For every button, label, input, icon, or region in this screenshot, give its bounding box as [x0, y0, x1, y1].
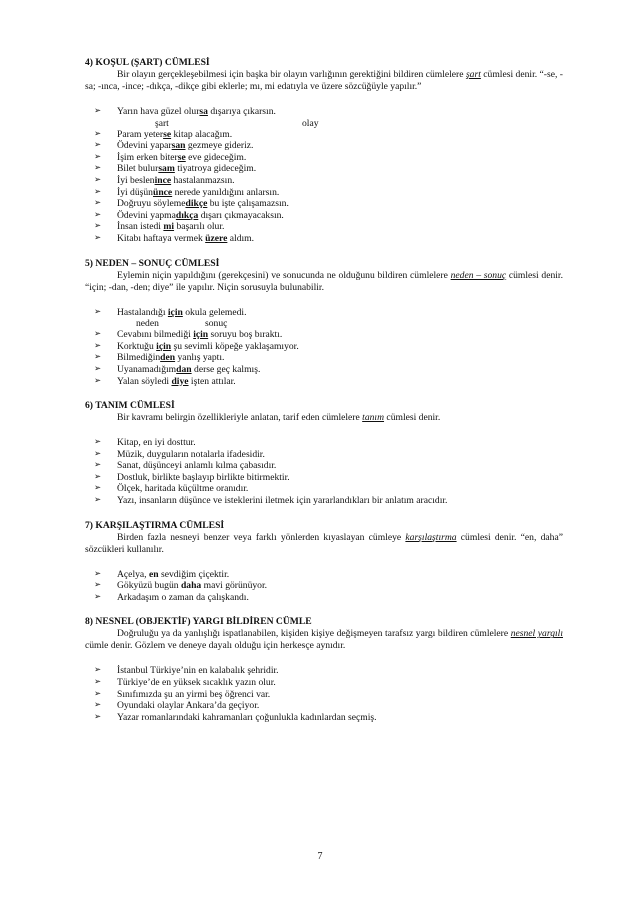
section-neden-sonuc: [85, 258, 563, 388]
section-title: 8) NESNEL (OBJEKTİF) YARGI BİLDİREN CÜMLE: [85, 616, 312, 628]
list-item: ➢ Ödevini yaparsan gezmeye gideriz.: [94, 140, 254, 152]
annotation-label: neden: [136, 318, 159, 330]
arrow-bullet-icon: ➢: [94, 711, 102, 722]
arrow-bullet-icon: ➢: [94, 677, 102, 688]
text: cümlesi denir. “-se, -sa; -ınca, -ince; -dıkça, -dikçe gibi eklerle; mı, mi edatıyla ve üzere sözcüğüyle yapılır.”: [85, 69, 563, 92]
arrow-bullet-icon: ➢: [94, 128, 102, 139]
definition-paragraph: Birden fazla nesneyi benzer veya farklı yönlerden kıyaslayan cümleye karşılaştırma cümlesi denir. “en, daha” sözcükleri kullanılır.: [85, 531, 563, 555]
example-list: [85, 569, 563, 604]
arrow-bullet-icon: ➢: [94, 460, 102, 471]
example-list: [85, 307, 563, 388]
list-item: ➢ Yazı, insanların düşünce ve isteklerini iletmek için yararlandıkları bir anlatım aracıdır.: [94, 495, 448, 507]
arrow-bullet-icon: ➢: [94, 221, 102, 232]
example-list: [85, 437, 563, 507]
list-item: ➢ Ödevini yapmadıkça dışarı çıkmayacaksın.: [94, 209, 284, 221]
list-item: ➢ Arkadaşım o zaman da çalışkandı.: [94, 591, 249, 603]
arrow-bullet-icon: ➢: [94, 151, 102, 162]
arrow-bullet-icon: ➢: [94, 437, 102, 448]
arrow-bullet-icon: ➢: [94, 352, 102, 363]
arrow-bullet-icon: ➢: [94, 471, 102, 482]
term: tanım: [362, 412, 385, 424]
arrow-bullet-icon: ➢: [94, 568, 102, 579]
definition-paragraph: Bir kavramı belirgin özellikleriyle anlatan, tarif eden cümlelere tanım cümlesi denir.: [117, 412, 441, 424]
list-item: ➢ Dostluk, birlikte başlayıp birlikte bitirmektir.: [94, 471, 290, 483]
list-item: ➢ Doğruyu söylemedikçe bu işte çalışamazsın.: [94, 198, 289, 210]
list-item: ➢ Kitabı haftaya vermek üzere aldım.: [94, 232, 255, 244]
section-karsilastirma: [85, 520, 563, 604]
arrow-bullet-icon: ➢: [94, 140, 102, 151]
list-item: ➢ Türkiye’de en yüksek sıcaklık yazın olur.: [94, 677, 276, 689]
arrow-bullet-icon: ➢: [94, 580, 102, 591]
list-item: ➢ İyi beslenince hastalanmazsın.: [94, 174, 235, 186]
text: Bir olayın gerçekleşebilmesi için başka bir olayın varlığının gerektiğini bildiren cümlelere: [117, 69, 466, 80]
list-item: ➢ Uyanamadığımdan derse geç kalmış.: [94, 363, 261, 375]
list-item: ➢ Cevabını bilmediği için soruyu boş bıraktı.: [94, 329, 283, 341]
list-item: ➢ Yarın hava güzel olursa dışarıya çıkarsın.: [94, 106, 276, 117]
list-item: ➢ İnsan istedi mi başarılı olur.: [94, 221, 225, 233]
list-item: ➢ Hastalandığı için okula gelemedi.: [94, 306, 247, 318]
term: neden – sonuç: [450, 269, 507, 281]
section-title: 4) KOŞUL (ŞART) CÜMLESİ: [85, 57, 210, 68]
section-title: 7) KARŞILAŞTIRMA CÜMLESİ: [85, 519, 225, 531]
arrow-bullet-icon: ➢: [94, 198, 102, 209]
annotation-line: [85, 118, 563, 129]
definition-paragraph: [85, 69, 563, 93]
term: nesnel yargılı: [510, 628, 563, 640]
arrow-bullet-icon: ➢: [94, 209, 102, 220]
example-list: [85, 665, 563, 723]
arrow-bullet-icon: ➢: [94, 329, 102, 340]
example-list: [85, 106, 563, 245]
list-item: ➢ Gökyüzü bugün daha mavi görünüyor.: [94, 580, 268, 592]
annotation-label: şart: [155, 117, 169, 129]
arrow-bullet-icon: ➢: [94, 174, 102, 185]
arrow-bullet-icon: ➢: [94, 186, 102, 197]
arrow-bullet-icon: ➢: [94, 163, 102, 174]
annotation-label: olay: [302, 117, 319, 129]
arrow-bullet-icon: ➢: [94, 340, 102, 351]
section-title: 5) NEDEN – SONUÇ CÜMLESİ: [85, 257, 220, 269]
list-item: ➢ Sanat, düşünceyi anlamlı kılma çabasıdır.: [94, 460, 277, 472]
arrow-bullet-icon: ➢: [94, 232, 102, 243]
section-tanim: [85, 400, 563, 507]
list-item: ➢ Sınıfımızda şu an yirmi beş öğrenci var.: [94, 688, 271, 700]
list-item: ➢ Ölçek, haritada küçültme oranıdır.: [94, 483, 249, 495]
arrow-bullet-icon: ➢: [94, 306, 102, 317]
section-title: 6) TANIM CÜMLESİ: [85, 400, 175, 412]
list-item: ➢ Kitap, en iyi dosttur.: [94, 437, 196, 449]
annotation-line: [85, 318, 563, 329]
definition-paragraph: Doğruluğu ya da yanlışlığı ispatlanabilen, kişiden kişiye değişmeyen tarafsız yargı bildiren cümlelere nesnel yargılı cümle denir. Gözlem ve deneye dayalı olduğu için herkesçe aynıdır.: [85, 628, 563, 652]
annotation-label: sonuç: [205, 318, 228, 330]
arrow-bullet-icon: ➢: [94, 106, 102, 116]
section-kosul: [85, 57, 563, 245]
arrow-bullet-icon: ➢: [94, 375, 102, 386]
list-item: ➢ Yazar romanlarındaki kahramanları çoğunlukla kadınlardan seçmiş.: [94, 711, 377, 723]
term: karşılaştırma: [405, 531, 457, 543]
section-nesnel: [85, 616, 563, 723]
document-page: [85, 57, 563, 723]
page-number: 7: [317, 851, 323, 862]
arrow-bullet-icon: ➢: [94, 448, 102, 459]
arrow-bullet-icon: ➢: [94, 700, 102, 711]
list-item: ➢ Yalan söyledi diye işten attılar.: [94, 375, 236, 387]
arrow-bullet-icon: ➢: [94, 665, 102, 676]
list-item: ➢ Bilet bulursam tiyatroya gideceğim.: [94, 163, 257, 175]
arrow-bullet-icon: ➢: [94, 688, 102, 699]
list-item: ➢ Oyundaki olaylar Ankara’da geçiyor.: [94, 700, 260, 712]
list-item: ➢ Korktuğu için şu sevimli köpeğe yaklaşamıyor.: [94, 340, 299, 352]
arrow-bullet-icon: ➢: [94, 363, 102, 374]
list-item: ➢ Param yeterse kitap alacağım.: [94, 128, 233, 140]
list-item: ➢ Müzik, duyguların notalarla ifadesidir.: [94, 448, 265, 460]
list-item: ➢ İstanbul Türkiye’nin en kalabalık şehridir.: [94, 665, 279, 677]
list-item: ➢ Açelya, en sevdiğim çiçektir.: [94, 568, 230, 580]
definition-paragraph: Eylemin niçin yapıldığını (gerekçesini) ve sonucunda ne olduğunu bildiren cümlelere neden – sonuç cümlesi denir. “için; -dan, -den; diye” ile yapılır. Niçin sorusuyla bulunabilir.: [85, 269, 563, 293]
list-item: ➢ İşim erken biterse eve gideceğim.: [94, 151, 247, 163]
list-item: ➢ Bilmediğinden yanlış yaptı.: [94, 352, 225, 364]
arrow-bullet-icon: ➢: [94, 483, 102, 494]
arrow-bullet-icon: ➢: [94, 591, 102, 602]
arrow-bullet-icon: ➢: [94, 495, 102, 506]
term: şart: [465, 69, 481, 80]
list-item: ➢ İyi düşününce nerede yanıldığını anlarsın.: [94, 186, 280, 198]
